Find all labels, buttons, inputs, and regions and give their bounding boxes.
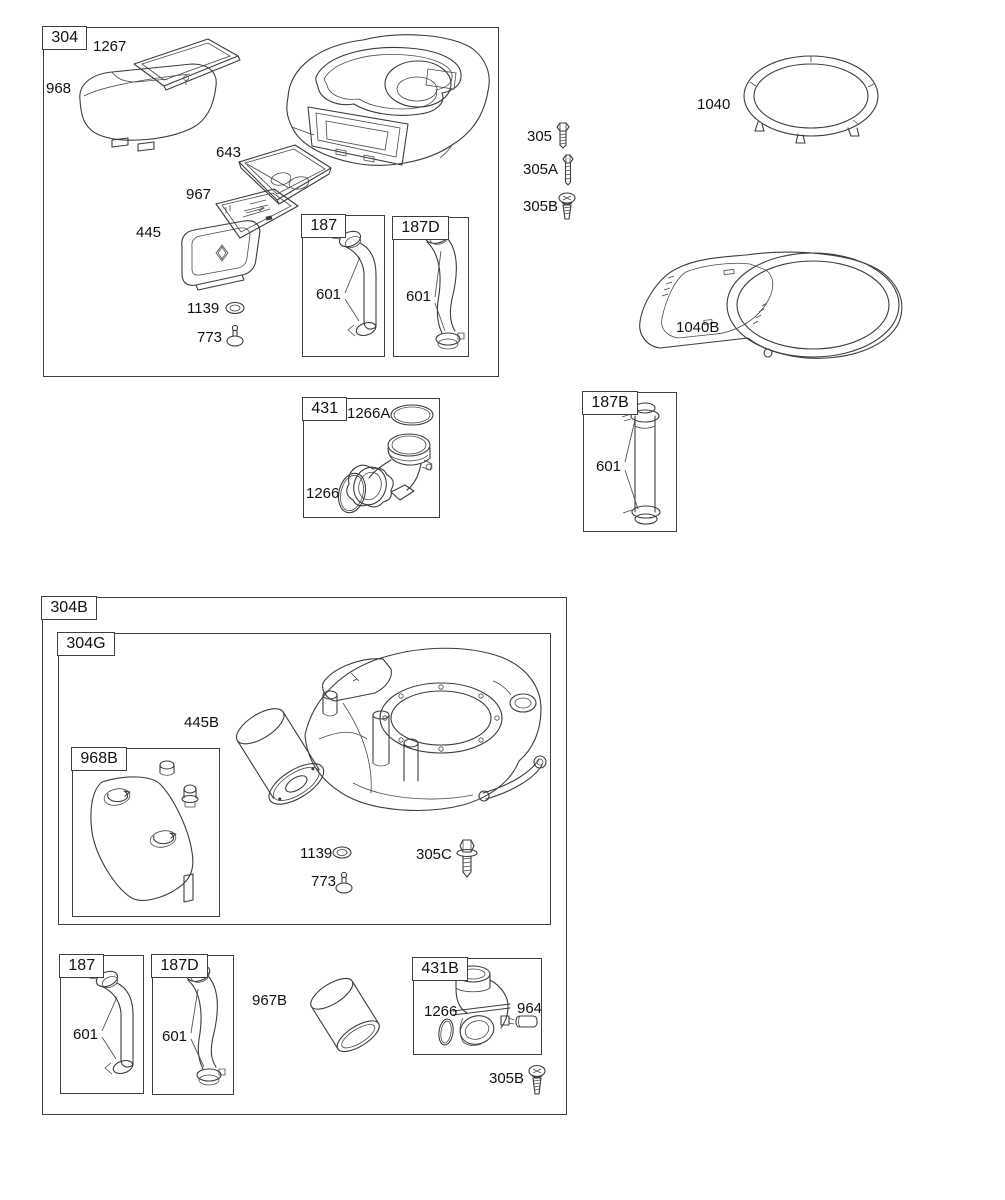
part-label-601-187dbottom: 601 [162, 1028, 188, 1045]
part-1040b-cover-drawing [616, 248, 906, 360]
screw-305b-top-icon [557, 192, 577, 224]
group-tab-304g: 304G [57, 632, 114, 656]
part-445-filter-drawing [170, 217, 268, 291]
screw-305b-bottom-icon [526, 1064, 548, 1100]
part-label-1040: 1040 [697, 96, 731, 113]
part-445b-filter-drawing [226, 700, 338, 822]
group-tab-187d-bottom: 187D [151, 954, 207, 978]
part-label-773-bottom: 773 [311, 873, 337, 890]
part-label-601-187b: 601 [596, 458, 622, 475]
part-1139-washer-top-drawing [224, 301, 246, 315]
group-tab-431b: 431B [412, 957, 467, 981]
part-label-964: 964 [517, 1000, 543, 1017]
group-tab-304b: 304B [41, 596, 96, 620]
part-967b-hose-drawing [300, 973, 390, 1057]
part-label-1266-431b: 1266 [424, 1003, 458, 1020]
part-label-305a: 305A [523, 161, 559, 178]
part-label-967: 967 [186, 186, 212, 203]
part-label-1139-bottom: 1139 [300, 845, 333, 862]
part-label-643: 643 [216, 144, 242, 161]
part-label-305b-bottom: 305B [489, 1070, 525, 1087]
part-label-1266a: 1266A [347, 405, 391, 422]
group-tab-187b: 187B [582, 391, 637, 415]
part-label-1040b: 1040B [676, 319, 720, 336]
part-968-cover-drawing [72, 60, 224, 156]
part-label-305c: 305C [416, 846, 452, 863]
part-label-968: 968 [46, 80, 72, 97]
part-1040-ring-drawing [740, 52, 882, 146]
part-773-plug-top-drawing [224, 324, 246, 348]
part-label-305b-top: 305B [523, 198, 559, 215]
part-label-601-187top: 601 [316, 286, 342, 303]
screw-305-icon [553, 121, 573, 151]
part-label-967b: 967B [252, 992, 288, 1009]
group-tab-187-bottom: 187 [59, 954, 104, 978]
part-773-plug-bottom-drawing [333, 871, 355, 895]
part-label-445: 445 [136, 224, 162, 241]
group-tab-304: 304 [42, 26, 87, 50]
part-label-1266-431: 1266 [306, 485, 340, 502]
part-1139-washer-bottom-drawing [331, 845, 353, 860]
group-tab-431: 431 [302, 397, 347, 421]
screw-305a-icon [560, 154, 576, 188]
part-label-305: 305 [527, 128, 553, 145]
part-label-1267: 1267 [93, 38, 127, 55]
part-label-601-187dtop: 601 [406, 288, 432, 305]
screw-305c-icon [455, 838, 479, 880]
part-label-601-187bottom: 601 [73, 1026, 99, 1043]
part-968b-cover-drawing [72, 748, 218, 915]
group-tab-968b: 968B [71, 747, 126, 771]
group-tab-187d-top: 187D [392, 216, 448, 240]
part-label-773-top: 773 [197, 329, 223, 346]
part-label-1139-top: 1139 [187, 300, 220, 317]
part-label-445b: 445B [184, 714, 220, 731]
group-tab-187-top: 187 [301, 214, 346, 238]
